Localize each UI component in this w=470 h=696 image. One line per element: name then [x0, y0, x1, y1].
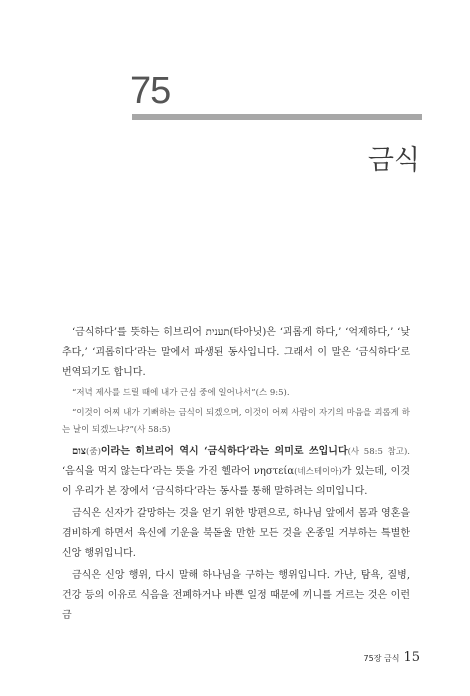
running-footer-label: 75장 금식 — [363, 654, 400, 663]
paragraph-2-mid: 이라는 히브리어 역시 ‘금식하다’라는 의미로 쓰입니다 — [100, 446, 348, 457]
body-text — [62, 323, 410, 628]
paragraph-2-rest: ‘음식을 먹지 않는다’라는 뜻을 가진 헬라어 νηστεία — [62, 466, 295, 477]
quote-2: “이것이 어찌 내가 기뻐하는 금식이 되겠으며, 이것이 어찌 사람이 자기의 마음을 괴롭게 하는 날이 되겠느냐?”(사 58:5) — [62, 408, 410, 435]
quote-1: “저녁 제사를 드릴 때에 내가 근심 중에 일어나서”(스 9:5). — [72, 388, 290, 398]
page-footer — [364, 650, 420, 665]
page-number: 15 — [403, 650, 420, 665]
paragraph-4: 금식은 신앙 행위, 다시 말해 하나님을 구하는 행위입니다. 가난, 탐욕, 질병, 건강 등의 이유로 식음을 전폐하거나 바쁜 일정 때문에 끼니를 거르는 것은 이런 금 — [62, 570, 410, 621]
paragraph-1: ‘금식하다’를 뜻하는 히브리어 תענית(타아닛)은 ‘괴롭게 하다,’ ‘억제하다,’ ‘낮추다,’ ‘괴롭히다’라는 말에서 파생된 동사입니다. 그래서 이 말은 ‘금식하다’로 번역되기도 합니다. — [62, 327, 410, 378]
chapter-rule — [132, 114, 422, 120]
hebrew-term: צום — [72, 446, 87, 457]
paragraph-2 — [62, 442, 410, 502]
hebrew-term-reading: (줌) — [86, 447, 101, 457]
greek-term-reading: (네스테이아) — [294, 467, 342, 477]
chapter-number: 75 — [130, 70, 171, 112]
paragraph-3: 금식은 신자가 갈망하는 것을 얻기 위한 방편으로, 하나님 앞에서 몸과 영혼을 겸비하게 하면서 육신에 기운을 북돋울 만한 모든 것을 온종일 거부하는 특별한 신앙 행위입니다. — [62, 508, 410, 559]
paragraph-2-reference: (사 58:5 참고). — [347, 447, 410, 457]
chapter-title: 금식 — [367, 145, 420, 176]
paragraph-2-end: 가 있는데, 이것이 우리가 본 장에서 ‘금식하다’라는 동사를 통해 말하려는 의미입니다. — [62, 466, 410, 497]
